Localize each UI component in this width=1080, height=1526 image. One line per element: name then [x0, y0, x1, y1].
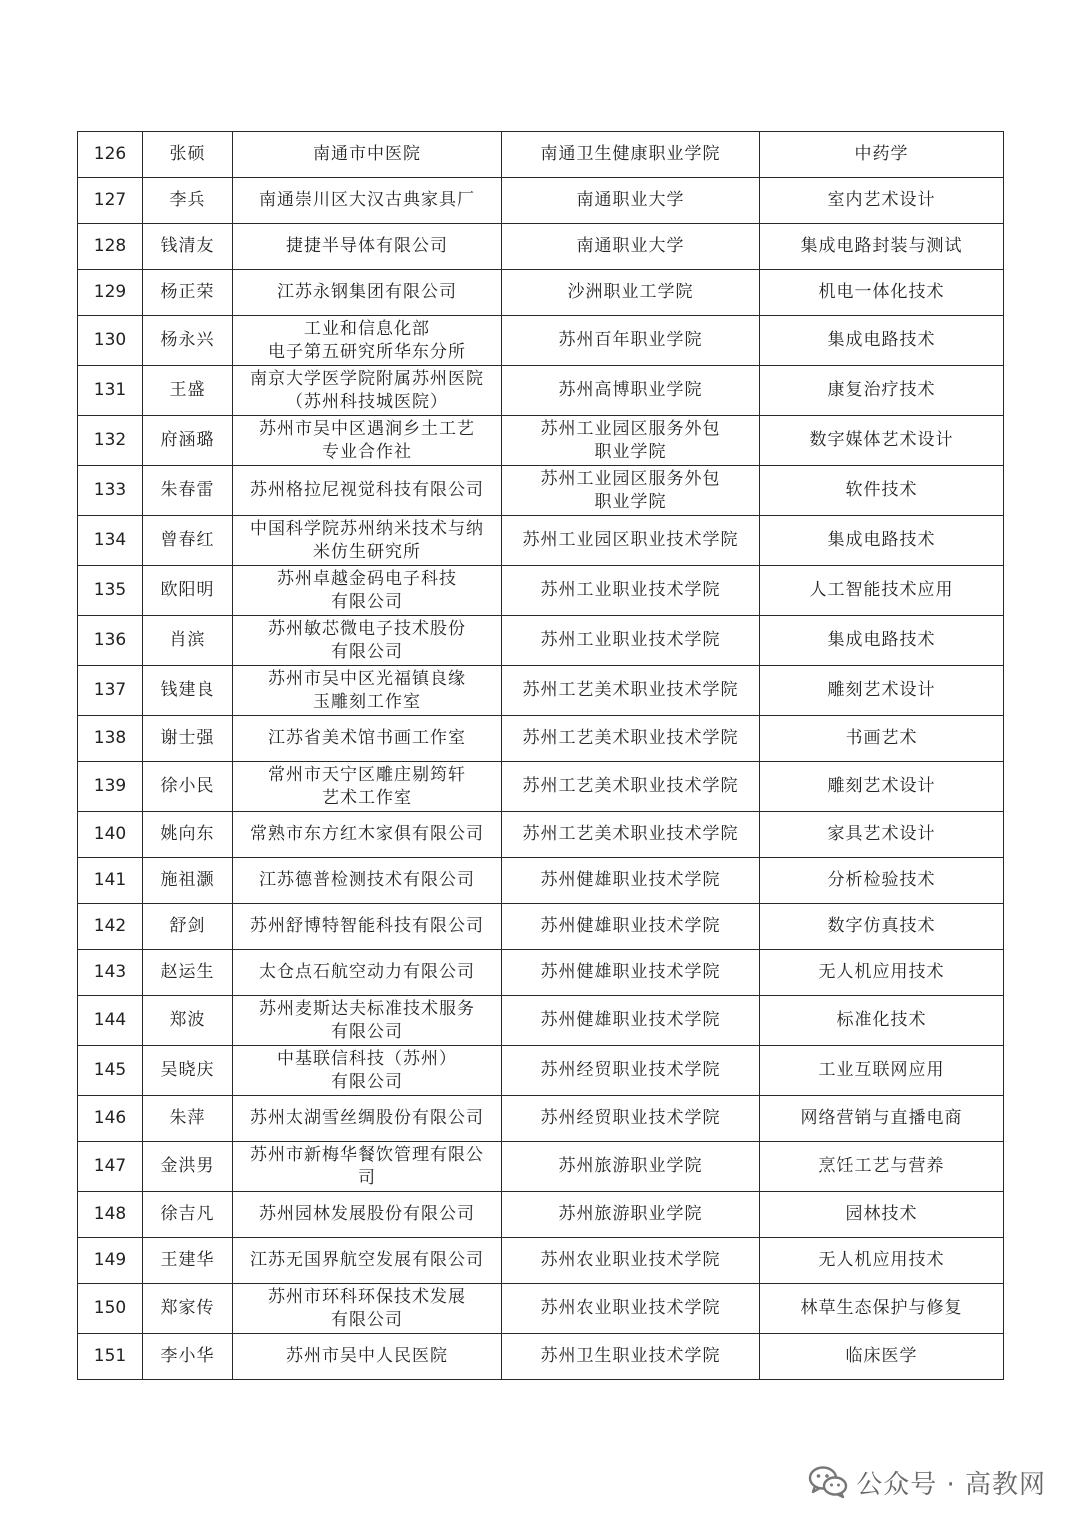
- cell-major: 集成电路技术: [760, 616, 1004, 666]
- cell-school: [502, 132, 760, 178]
- expert-list-table: [77, 131, 1004, 1380]
- table-row: [78, 316, 1004, 366]
- cell-unit-line: 苏州市环科环保技术发展: [268, 1286, 466, 1307]
- cell-school: [502, 812, 760, 858]
- cell-name: 张硕: [143, 132, 233, 178]
- cell-unit-line: 专业合作社: [322, 441, 412, 462]
- cell-unit-line: 电子第五研究所华东分所: [268, 341, 466, 362]
- cell-name: 曾春红: [143, 516, 233, 566]
- table-row: [78, 366, 1004, 416]
- cell-school-line: 职业学院: [594, 491, 667, 512]
- cell-major: 雕刻艺术设计: [760, 762, 1004, 812]
- cell-number: 130: [78, 316, 143, 366]
- cell-unit: [233, 950, 502, 996]
- cell-unit: [233, 1046, 502, 1096]
- table-row: [78, 1238, 1004, 1284]
- cell-number: 151: [78, 1334, 143, 1380]
- table-row: [78, 904, 1004, 950]
- cell-major: 集成电路技术: [760, 516, 1004, 566]
- cell-unit: [233, 516, 502, 566]
- cell-unit: [233, 1238, 502, 1284]
- cell-unit-line: 艺术工作室: [322, 787, 412, 808]
- cell-major: 烹饪工艺与营养: [760, 1142, 1004, 1192]
- cell-school: [502, 466, 760, 516]
- cell-name: 王建华: [143, 1238, 233, 1284]
- table-row: [78, 132, 1004, 178]
- cell-unit-line: 司: [358, 1167, 376, 1188]
- cell-name: 府涵璐: [143, 416, 233, 466]
- table-row: [78, 762, 1004, 812]
- cell-school-line: 苏州卫生职业技术学院: [540, 1346, 721, 1366]
- cell-school: [502, 178, 760, 224]
- table-row: [78, 1284, 1004, 1334]
- table-row: [78, 516, 1004, 566]
- cell-major: 机电一体化技术: [760, 270, 1004, 316]
- cell-unit: [233, 366, 502, 416]
- cell-unit-line: 江苏省美术馆书画工作室: [268, 728, 466, 748]
- cell-school-line: 苏州健雄职业技术学院: [540, 1010, 721, 1030]
- cell-school-line: 苏州经贸职业技术学院: [540, 1060, 721, 1080]
- cell-unit-line: 有限公司: [331, 1021, 403, 1042]
- cell-unit: [233, 224, 502, 270]
- cell-number: 128: [78, 224, 143, 270]
- cell-unit: [233, 996, 502, 1046]
- cell-school-line: 沙洲职业工学院: [567, 282, 694, 302]
- cell-school: [502, 716, 760, 762]
- cell-major: 数字仿真技术: [760, 904, 1004, 950]
- cell-major: 软件技术: [760, 466, 1004, 516]
- cell-unit-line: 有限公司: [331, 641, 403, 662]
- table-row: [78, 996, 1004, 1046]
- cell-school-line: 南通职业大学: [576, 236, 685, 256]
- cell-unit-line: 工业和信息化部: [304, 318, 430, 339]
- cell-name: 郑家传: [143, 1284, 233, 1334]
- cell-unit-line: 苏州舒博特智能科技有限公司: [250, 916, 484, 936]
- cell-major: 集成电路技术: [760, 316, 1004, 366]
- cell-school-line: 苏州高博职业学院: [558, 380, 703, 400]
- cell-unit: [233, 812, 502, 858]
- table-row: [78, 270, 1004, 316]
- cell-number: 147: [78, 1142, 143, 1192]
- cell-unit: [233, 316, 502, 366]
- cell-unit-line: 中基联信科技（苏州）: [277, 1048, 457, 1069]
- cell-school-line: 苏州经贸职业技术学院: [540, 1108, 721, 1128]
- cell-name: 杨正荣: [143, 270, 233, 316]
- table-row: [78, 616, 1004, 666]
- cell-school: [502, 858, 760, 904]
- cell-unit-line: 有限公司: [331, 1071, 403, 1092]
- cell-major: 园林技术: [760, 1192, 1004, 1238]
- cell-number: 127: [78, 178, 143, 224]
- cell-school: [502, 996, 760, 1046]
- cell-major: 无人机应用技术: [760, 1238, 1004, 1284]
- cell-unit-line: 有限公司: [331, 1309, 403, 1330]
- cell-school-line: 苏州农业职业技术学院: [540, 1250, 721, 1270]
- cell-number: 135: [78, 566, 143, 616]
- table-row: [78, 224, 1004, 270]
- cell-name: 金洪男: [143, 1142, 233, 1192]
- cell-unit: [233, 1284, 502, 1334]
- cell-unit: [233, 178, 502, 224]
- cell-major: 室内艺术设计: [760, 178, 1004, 224]
- cell-major: 标准化技术: [760, 996, 1004, 1046]
- cell-school-line: 苏州工艺美术职业技术学院: [522, 776, 739, 796]
- cell-school-line: 苏州农业职业技术学院: [540, 1298, 721, 1318]
- cell-unit: [233, 858, 502, 904]
- cell-major: 分析检验技术: [760, 858, 1004, 904]
- cell-name: 谢士强: [143, 716, 233, 762]
- cell-major: 数字媒体艺术设计: [760, 416, 1004, 466]
- cell-unit-line: 常熟市东方红木家俱有限公司: [250, 824, 484, 844]
- cell-unit-line: 苏州市新梅华餐饮管理有限公: [250, 1144, 484, 1165]
- cell-unit-line: 苏州太湖雪丝绸股份有限公司: [250, 1108, 484, 1128]
- cell-number: 146: [78, 1096, 143, 1142]
- cell-name: 李小华: [143, 1334, 233, 1380]
- cell-school: [502, 1096, 760, 1142]
- cell-school-line: 苏州工艺美术职业技术学院: [522, 680, 739, 700]
- cell-name: 李兵: [143, 178, 233, 224]
- table-row: [78, 812, 1004, 858]
- cell-major: 家具艺术设计: [760, 812, 1004, 858]
- cell-unit: [233, 416, 502, 466]
- cell-number: 141: [78, 858, 143, 904]
- table-row: [78, 416, 1004, 466]
- cell-name: 吴晓庆: [143, 1046, 233, 1096]
- cell-name: 朱春雷: [143, 466, 233, 516]
- cell-unit-line: 米仿生研究所: [313, 541, 421, 562]
- cell-major: 人工智能技术应用: [760, 566, 1004, 616]
- cell-number: 150: [78, 1284, 143, 1334]
- cell-school: [502, 904, 760, 950]
- cell-unit-line: 苏州园林发展股份有限公司: [259, 1204, 475, 1224]
- cell-number: 131: [78, 366, 143, 416]
- cell-unit-line: 中国科学院苏州纳米技术与纳: [250, 518, 484, 539]
- cell-unit-line: 苏州市吴中区遇涧乡土工艺: [259, 418, 475, 439]
- cell-school-line: 苏州工业园区职业技术学院: [522, 530, 739, 550]
- table-row: [78, 1192, 1004, 1238]
- watermark: [808, 1460, 1046, 1504]
- cell-unit-line: 捷捷半导体有限公司: [286, 236, 448, 256]
- cell-number: 149: [78, 1238, 143, 1284]
- cell-major: 中药学: [760, 132, 1004, 178]
- cell-unit-line: 江苏永钢集团有限公司: [277, 282, 457, 302]
- cell-number: 138: [78, 716, 143, 762]
- cell-unit: [233, 716, 502, 762]
- cell-name: 王盛: [143, 366, 233, 416]
- cell-major: 书画艺术: [760, 716, 1004, 762]
- cell-unit: [233, 762, 502, 812]
- cell-school: [502, 1046, 760, 1096]
- cell-school: [502, 416, 760, 466]
- cell-unit: [233, 566, 502, 616]
- cell-major: 集成电路封装与测试: [760, 224, 1004, 270]
- cell-unit: [233, 1142, 502, 1192]
- cell-number: 132: [78, 416, 143, 466]
- cell-number: 145: [78, 1046, 143, 1096]
- watermark-text: 公众号 · 高教网: [856, 1469, 1046, 1500]
- cell-school-line: 苏州健雄职业技术学院: [540, 962, 721, 982]
- table-row: [78, 716, 1004, 762]
- table-row: [78, 1096, 1004, 1142]
- cell-major: 康复治疗技术: [760, 366, 1004, 416]
- cell-name: 姚向东: [143, 812, 233, 858]
- cell-school: [502, 1238, 760, 1284]
- cell-school-line: 南通卫生健康职业学院: [540, 144, 721, 164]
- cell-number: 126: [78, 132, 143, 178]
- cell-unit-line: 苏州市吴中人民医院: [286, 1346, 448, 1366]
- cell-school: [502, 762, 760, 812]
- cell-unit: [233, 466, 502, 516]
- cell-unit: [233, 132, 502, 178]
- cell-unit-line: 苏州敏芯微电子技术股份: [268, 618, 466, 639]
- cell-number: 143: [78, 950, 143, 996]
- cell-school-line: 苏州工艺美术职业技术学院: [522, 728, 739, 748]
- cell-unit-line: 苏州卓越金码电子科技: [277, 568, 457, 589]
- cell-number: 144: [78, 996, 143, 1046]
- cell-name: 钱建良: [143, 666, 233, 716]
- cell-school-line: 苏州健雄职业技术学院: [540, 916, 721, 936]
- table-row: [78, 1334, 1004, 1380]
- cell-school: [502, 316, 760, 366]
- table-row: [78, 858, 1004, 904]
- cell-school: [502, 1284, 760, 1334]
- table-row: [78, 566, 1004, 616]
- cell-name: 郑波: [143, 996, 233, 1046]
- cell-name: 欧阳明: [143, 566, 233, 616]
- cell-unit-line: 苏州格拉尼视觉科技有限公司: [250, 480, 484, 500]
- wechat-icon: [808, 1465, 848, 1499]
- cell-unit-line: （苏州科技城医院）: [286, 391, 448, 412]
- cell-school-line: 苏州工业园区服务外包: [540, 468, 721, 489]
- cell-school: [502, 516, 760, 566]
- cell-school-line: 苏州工业职业技术学院: [540, 630, 721, 650]
- cell-major: 临床医学: [760, 1334, 1004, 1380]
- cell-name: 赵运生: [143, 950, 233, 996]
- cell-school: [502, 1192, 760, 1238]
- cell-number: 136: [78, 616, 143, 666]
- table-row: [78, 666, 1004, 716]
- cell-unit-line: 常州市天宁区雕庄剔筠轩: [268, 764, 466, 785]
- cell-school: [502, 666, 760, 716]
- table-row: [78, 178, 1004, 224]
- cell-school-line: 苏州健雄职业技术学院: [540, 870, 721, 890]
- cell-school: [502, 366, 760, 416]
- cell-school-line: 苏州旅游职业学院: [558, 1156, 703, 1176]
- cell-school: [502, 270, 760, 316]
- cell-unit: [233, 616, 502, 666]
- cell-unit-line: 有限公司: [331, 591, 403, 612]
- table-row: [78, 1046, 1004, 1096]
- cell-unit: [233, 1334, 502, 1380]
- cell-unit: [233, 1096, 502, 1142]
- cell-unit-line: 南通崇川区大汉古典家具厂: [259, 190, 475, 210]
- cell-school-line: 苏州旅游职业学院: [558, 1204, 703, 1224]
- table-body: [78, 132, 1004, 1380]
- cell-number: 148: [78, 1192, 143, 1238]
- cell-name: 杨永兴: [143, 316, 233, 366]
- cell-major: 网络营销与直播电商: [760, 1096, 1004, 1142]
- cell-unit: [233, 904, 502, 950]
- cell-unit-line: 苏州麦斯达夫标准技术服务: [259, 998, 475, 1019]
- cell-name: 肖滨: [143, 616, 233, 666]
- cell-unit-line: 玉雕刻工作室: [313, 691, 421, 712]
- cell-school-line: 苏州工业园区服务外包: [540, 418, 721, 439]
- cell-number: 129: [78, 270, 143, 316]
- cell-school: [502, 950, 760, 996]
- cell-school-line: 苏州百年职业学院: [558, 330, 703, 350]
- cell-unit: [233, 1192, 502, 1238]
- cell-number: 139: [78, 762, 143, 812]
- cell-name: 朱萍: [143, 1096, 233, 1142]
- cell-major: 工业互联网应用: [760, 1046, 1004, 1096]
- cell-unit: [233, 270, 502, 316]
- cell-school: [502, 1334, 760, 1380]
- table-row: [78, 950, 1004, 996]
- cell-name: 徐小民: [143, 762, 233, 812]
- cell-name: 舒剑: [143, 904, 233, 950]
- cell-number: 140: [78, 812, 143, 858]
- cell-name: 施祖灏: [143, 858, 233, 904]
- cell-name: 钱清友: [143, 224, 233, 270]
- cell-major: 林草生态保护与修复: [760, 1284, 1004, 1334]
- cell-major: 无人机应用技术: [760, 950, 1004, 996]
- cell-name: 徐吉凡: [143, 1192, 233, 1238]
- table-row: [78, 466, 1004, 516]
- cell-school: [502, 566, 760, 616]
- cell-unit-line: 太仓点石航空动力有限公司: [259, 962, 475, 982]
- table-row: [78, 1142, 1004, 1192]
- cell-major: 雕刻艺术设计: [760, 666, 1004, 716]
- cell-school: [502, 616, 760, 666]
- cell-unit-line: 江苏无国界航空发展有限公司: [250, 1250, 484, 1270]
- cell-unit-line: 江苏德普检测技术有限公司: [259, 870, 475, 890]
- cell-number: 142: [78, 904, 143, 950]
- cell-unit-line: 南京大学医学院附属苏州医院: [250, 368, 484, 389]
- cell-school-line: 苏州工艺美术职业技术学院: [522, 824, 739, 844]
- cell-school-line: 职业学院: [594, 441, 667, 462]
- cell-unit: [233, 666, 502, 716]
- cell-school: [502, 224, 760, 270]
- cell-unit-line: 南通市中医院: [313, 144, 421, 164]
- cell-number: 137: [78, 666, 143, 716]
- cell-number: 134: [78, 516, 143, 566]
- cell-school-line: 苏州工业职业技术学院: [540, 580, 721, 600]
- cell-school: [502, 1142, 760, 1192]
- cell-number: 133: [78, 466, 143, 516]
- cell-unit-line: 苏州市吴中区光福镇良缘: [268, 668, 466, 689]
- cell-school-line: 南通职业大学: [576, 190, 685, 210]
